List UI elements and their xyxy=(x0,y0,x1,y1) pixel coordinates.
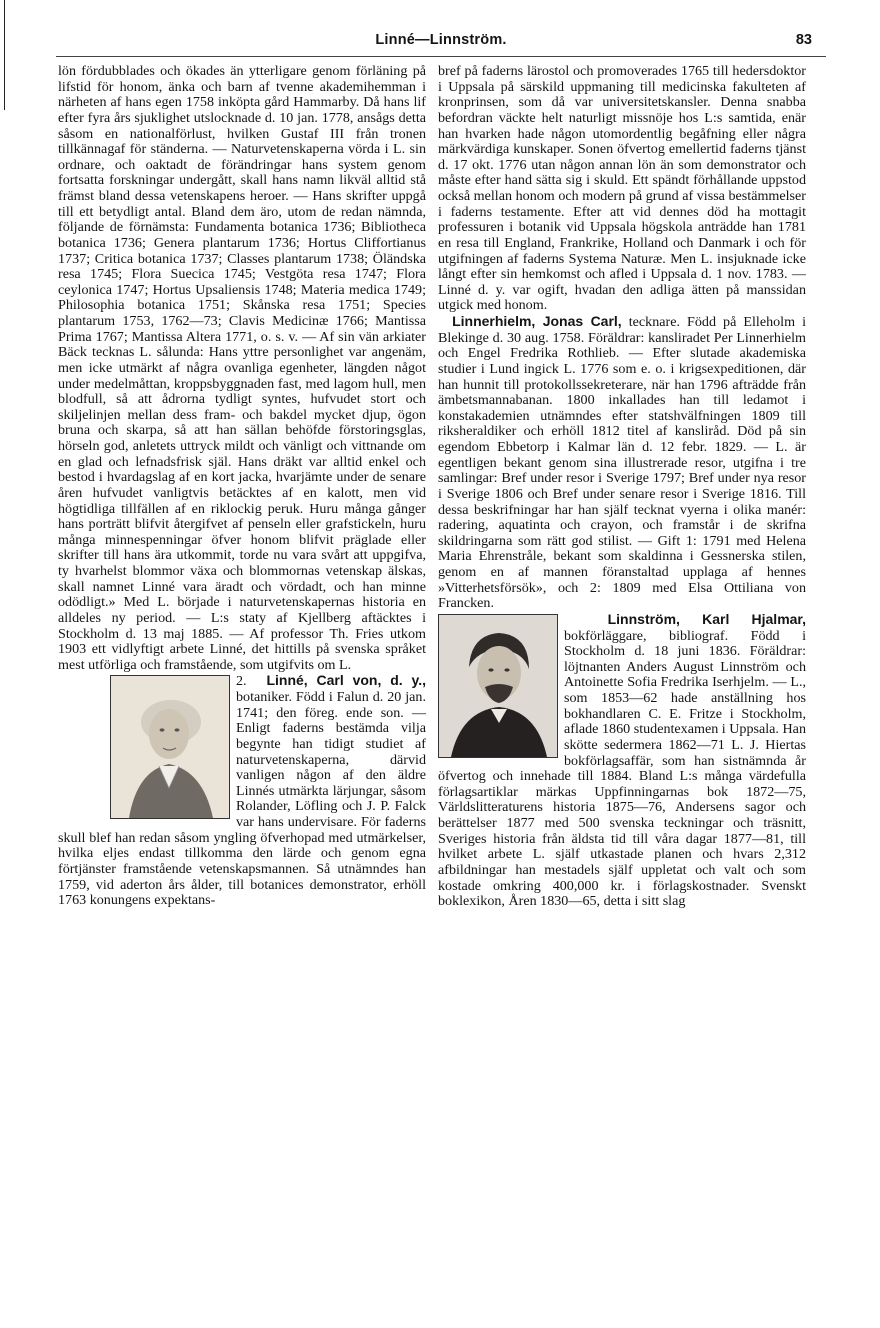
entry-text: botaniker. Född i Falun d. 20 jan. 1741; den föreg. ende son. — Enligt faderns bestämda vilja begynte han tidigt studiet af naturvetenskaperna, därvid vanligen någon af den äldre Linnés utmärkta lärjungar, såsom Rolander, Löfling och J. P. Falck var hans undervisare. För faderns skull blef han redan såsom yngling öfverhopad med utmärkelser, hvilka eljes endast tillkomma den lärde och genom egna förtjänster framstående vetenskapsmannen. Så utnämndes han 1759, vid aderton års ålder, till botanices demonstrator, erhöll 1763 konungens expektans- xyxy=(58,689,426,909)
left-column xyxy=(58,64,426,909)
linne-continued-text: lön fördubblades och ökades än ytterligare genom förläning på lifstid för honom, änka och barn af tvenne akademihemman i närheten af hans egen 1758 inköpta gård Hammarby. Då hans lif efter fyra års sjuklighet utslocknade d. 10 jan. 1778, ansågs detta såsom en nationalförlust, hvilken Gustaf III från tronen tillkännagaf för ständerna. — Naturvetenskaperna vörda i L. sin ordnare, och oaktadt de förändringar hans system genom fortsatta forskningar undergått, skall hans namn likväl alltid stå främst bland dessa vetenskapens heroer. — Hans skrifter uppgå till ett betydligt antal. Bland dem äro, utom de redan nämnda, följande de förnämsta: Fundamenta botanica 1736; Bibliotheca botanica 1736; Genera plantarum 1736; Hortus Cliffortianus 1737; Critica botanica 1737; Classes plantarum 1738; Öländska resa 1745; Flora Suecica 1745; Vestgöta resa 1747; Flora ceylonica 1747; Hortus Upsaliensis 1748; Materia medica 1749; Philosophia botanica 1751; Skånska resa 1751; Species plantarum 1753, 1762—73; Clavis Medicinæ 1766; Mantissa Prima 1767; Mantissa Altera 1771, o. s. v. — Af sin vän arkiater Bäck tecknas L. sålunda: Hans yttre personlighet var angenäm, men icke utmärkt af några ovanliga egenheter, längden något under medelmåttan, kroppsbyggnaden fast, med lagom hull, men blodfull, så att ådrorna tydligt syntes, hufvudet stort och skiljelinjen mellan dess fram- och bakdel mycket djup, ögon bruna och skarpa, så att han sällan behöfde förstoringsglas, hörseln god, anletets uttryck mildt och vänligt och vittnande om en glad och lefnadsfrisk själ. Hans dräkt var alltid enkel och bestod i hvardagslag af en kort jacka, hvarjämte under de senare åren hufvudet vanligtvis betäcktes af en kalott, men vid högtidliga tillfällen af en riklockig peruk. Huru många gånger hans porträtt blifvit återgifvet af penseln eller grafstickeln, huru många minnespenningar öfver honom blifvit präglade eller skrifter till hans ära utkommit, torde nu vara svårt att uppgifva, ty hvarhelst blommor växa och blommornas vetenskap älskas, skall namnet Linné vara äradt och vördadt, och han minne odödligt.» Med L. började i naturvetenskapernas historia en alldeles ny period. — L:s staty af Kjellberg aftäcktes i Stockholm d. 13 maj 1885. — Af professor Th. Fries utkom 1903 ett vidlyftigt arbete Linné, det hittills på svenska språket mest utförliga och framstående, som utgifvits om L. xyxy=(58,63,426,673)
entry-heading: Linnström, Karl Hjalmar, xyxy=(607,610,806,627)
portrait-linne-d-y-image xyxy=(110,675,230,819)
entry-heading: Linné, Carl von, d. y., xyxy=(266,672,426,689)
entry-text: tecknare. Född på Elleholm i Blekinge d. 30 aug. 1758. Föräldrar: kansliradet Per Linnerhielm och Engel Fredrika Rothlieb. — Efter slutade akademiska studier i Lund ingick L. 1776 som e. o. i krigsexpeditionen, där han hunnit till protokollssekreterare, när han 1796 afträdde från ämbetsmannabanan. 1800 inkallades han till ledamot i konstakademien utnämndes efter statshvälfningen 1809 till riksheraldiker och erhöll 1812 titel af kansliråd. Död på sin egendom Ebbetorp i Kalmar län d. 12 febr. 1829. — L. är egentligen bekant genom sina illustrerade resor, utgifna i tre samlingar: Bref under resor i Sverige 1797; Bref under nya resor i Sverige 1806 och Bref under senare resor i Sverige 1816. Till dessa beskrifningar har han själf tecknat vyerna i olika manér: radering, aquatinta och crayon, och framstår i de skrifna skildringarna som rätt god stilist. — Gift 1: 1791 med Helena Maria Ehrenstråle, bekant som skaldinna i Gessnerska stilen, genom en af mannen föranstaltad upplaga af hennes »Vitterhetsförsök», och 2: 1809 med Elsa Ottiliana von Francken. xyxy=(438,314,806,612)
header-title: Linné—Linnström. xyxy=(375,32,507,48)
entry-linnerhielm xyxy=(438,314,806,612)
entry-linnstrom xyxy=(438,612,806,910)
portrait-linnstrom-image xyxy=(438,614,558,758)
entry-linne-d-y xyxy=(58,673,426,908)
running-header xyxy=(56,32,826,57)
page-number: 83 xyxy=(795,32,812,48)
entry-heading: Linnerhielm, Jonas Carl, xyxy=(452,313,622,329)
margin-rule xyxy=(4,0,5,110)
entry-number: 2. xyxy=(236,673,247,690)
right-column xyxy=(438,64,806,910)
linne-d-y-continued-text: bref på faderns lärostol och promoverades 1765 till hedersdoktor i Uppsala på särskild uppmaning till medicinska fakulteten af kronprinsen, som då var universitetskansler. Denna snabba befordran väckte helt naturligt missnöje hos L:s samtida, enär han hvarken hade någon utomordentlig begåfning eller några märkvärdiga kunskaper. Sonen öfvertog emellertid faderns tjänst d. 17 okt. 1776 utan någon annan lön än som demonstrator och måste efter hand sätta sig i skuld. Ett spändt förhållande uppstod också mellan honom och modern på grund af vissa bestämmelser i faderns testamente. Efter att vid dennes död ha mottagit professuren i botanik vid Uppsala högskola anträdde han 1781 en resa till England, Frankrike, Holland och Danmark i och för utgifningen af faderns Systema Naturæ. Men L. insjuknade icke långt efter sin hemkomst och afled i Uppsala d. 1 nov. 1783. — Linné d. y. var ogift, hvadan den adliga ätten på manssidan utgick med honom. xyxy=(438,63,806,314)
entry-text: bokförläggare, bibliograf. Född i Stockholm d. 18 juni 1836. Föräldrar: löjtnanten Anders August Linnström och Antoinette Sofia Fredrika Iserhjelm. — L., som 1853—62 hade anställning hos bokhandlaren C. E. Fritze i Stockholm, aflade 1860 studentexamen i Uppsala. Han skötte sedermera 1862—71 L. J. Hiertas bokförlagsaffär, som han sistnämnda år öfvertog och innehade till 1884. Bland L:s många värdefulla förlagsartiklar märkas Uppfinningarnas bok 1872—75, Världslitteraturens historia 1875—76, Andersens sagor och berättelser 1877 med 500 svenska teckningar och träsnitt, Sveriges historia från äldsta tid till våra dagar 1877—81, till hvilket arbete L. själf utkastade planen och hvars 2,312 afbildningar han mestadels själf uppletat och valt och som kostade omkring 400,000 kr. i förlagskostnader. Svenskt boklexikon, Åren 1830—65, detta i sitt slag xyxy=(438,627,806,910)
